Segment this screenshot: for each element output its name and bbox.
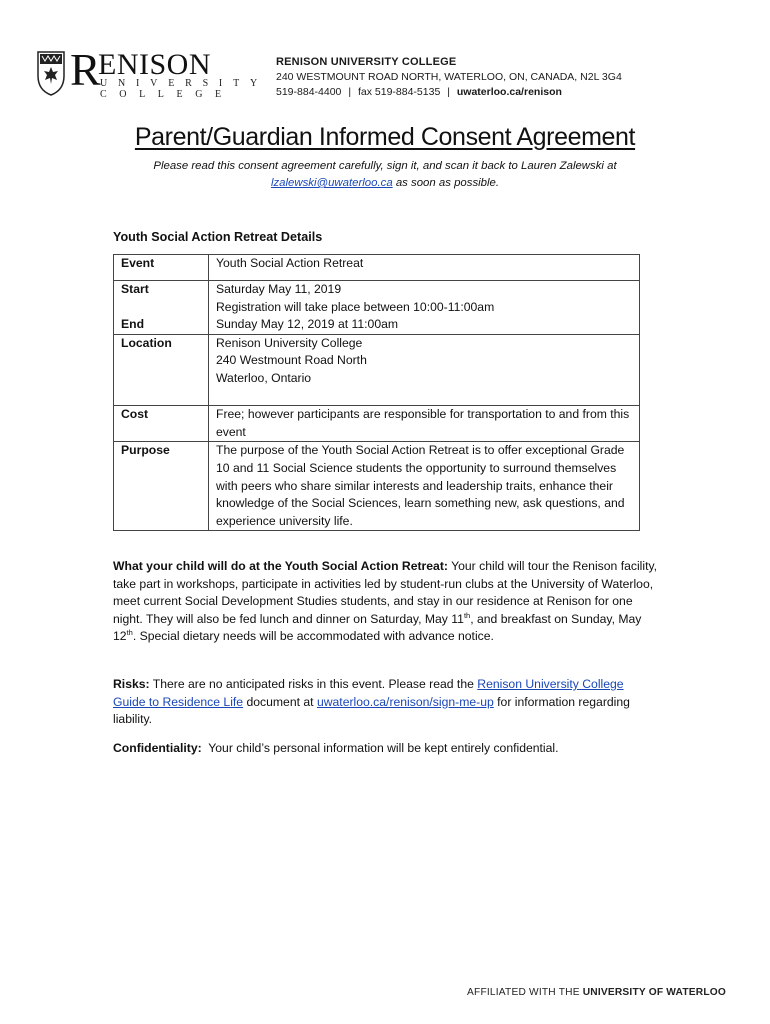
purpose-value: The purpose of the Youth Social Action Retreat is to offer exceptional Grade 10 and 11 Social Science students the opportunity to surround themselves with peers who share similar interests and leadership traits, enhance their knowledge of the Social Sciences, learn something new, ask questions, and experience university life. (209, 442, 640, 531)
what-text: . Special dietary needs will be accommodated with advance notice. (132, 629, 494, 644)
start-line-2: Registration will take place between 10:00-11:00am (216, 299, 495, 314)
logo-letter-r: R (70, 44, 101, 95)
details-table (113, 254, 640, 531)
location-line-1: Renison University College (216, 335, 363, 350)
affiliation-footer (467, 987, 726, 998)
college-address: 240 WESTMOUNT ROAD NORTH, WATERLOO, ON, CANADA, N2L 3G4 (276, 71, 622, 83)
end-label-text: End (121, 317, 145, 332)
location-line-3: Waterloo, Ontario (216, 370, 312, 385)
purpose-label: Purpose (114, 442, 209, 531)
table-row (114, 442, 640, 531)
what-text: , and breakfast on Sunday, May 12 (113, 611, 642, 644)
confidentiality-text: Your child’s personal information will be kept entirely confidential. (201, 741, 559, 755)
ordinal-sup: th (126, 628, 133, 638)
website: uwaterloo.ca/renison (456, 86, 562, 98)
college-name: RENISON UNIVERSITY COLLEGE (276, 56, 457, 68)
start-label-text: Start (121, 282, 149, 296)
intro-after: as soon as possible. (392, 177, 500, 189)
location-line-2: 240 Westmount Road North (216, 353, 367, 368)
logo-university: UNIVERSITY (100, 78, 268, 89)
cost-label: Cost (114, 406, 209, 442)
cost-value: Free; however participants are responsible for transportation to and from this event (209, 406, 640, 442)
intro-before: Please read this consent agreement carefully, sign it, and scan it back to Lauren Zalewski at (153, 160, 617, 172)
intro-text (140, 158, 630, 192)
what-paragraph (113, 558, 658, 646)
email-link[interactable]: lzalewski@uwaterloo.ca (270, 177, 393, 189)
phone: 519-884-4400 (276, 86, 342, 98)
logo-letters: ENISON (98, 48, 211, 81)
fax: fax 519-884-5135 (357, 86, 441, 98)
event-label: Event (114, 255, 209, 281)
residence-guide-link[interactable]: Renison University College Guide to Residence Life (113, 677, 624, 709)
end-value: Sunday May 12, 2019 at 11:00am (216, 317, 399, 332)
footer-university: UNIVERSITY OF WATERLOO (582, 987, 726, 998)
risks-text: There are no anticipated risks in this event. Please read the (149, 677, 478, 691)
table-row (114, 281, 640, 335)
start-label (114, 281, 209, 335)
table-row (114, 406, 640, 442)
confidentiality-label: Confidentiality: (113, 741, 202, 755)
details-heading: Youth Social Action Retreat Details (113, 230, 323, 244)
logo-college: COLLEGE (100, 89, 234, 100)
what-text: Your child will tour the Renison facility, take part in workshops, participate in activities led by student-run clubs at the University of Waterloo, meet current Social Development Studies students, and stay in our residence at Renison for one night. They will also be fed lunch and dinner on Saturday, May 11 (113, 559, 658, 626)
risks-paragraph (113, 676, 658, 729)
risks-label: Risks: (113, 677, 150, 691)
event-value: Youth Social Action Retreat (209, 255, 640, 281)
separator: | (348, 86, 352, 98)
risks-text: document at (243, 694, 317, 709)
letterhead (276, 55, 622, 100)
crest-icon (36, 50, 66, 96)
what-label: What your child will do at the Youth Social Action Retreat: (113, 559, 448, 573)
confidentiality-paragraph (113, 740, 658, 758)
table-row (114, 255, 640, 281)
start-value (209, 281, 640, 335)
ordinal-sup: th (463, 610, 471, 620)
table-row (114, 334, 640, 405)
location-value (209, 334, 640, 405)
start-line-1: Saturday May 11, 2019 (216, 282, 342, 296)
footer-prefix: AFFILIATED WITH THE (467, 987, 583, 998)
contact-line (276, 85, 622, 100)
page-title: Parent/Guardian Informed Consent Agreement (134, 123, 636, 151)
sign-me-up-link[interactable]: uwaterloo.ca/renison/sign-me-up (316, 694, 494, 709)
location-label: Location (114, 334, 209, 405)
renison-logo (36, 44, 268, 100)
separator: | (447, 86, 450, 98)
risks-text: for information regarding liability. (113, 694, 630, 727)
